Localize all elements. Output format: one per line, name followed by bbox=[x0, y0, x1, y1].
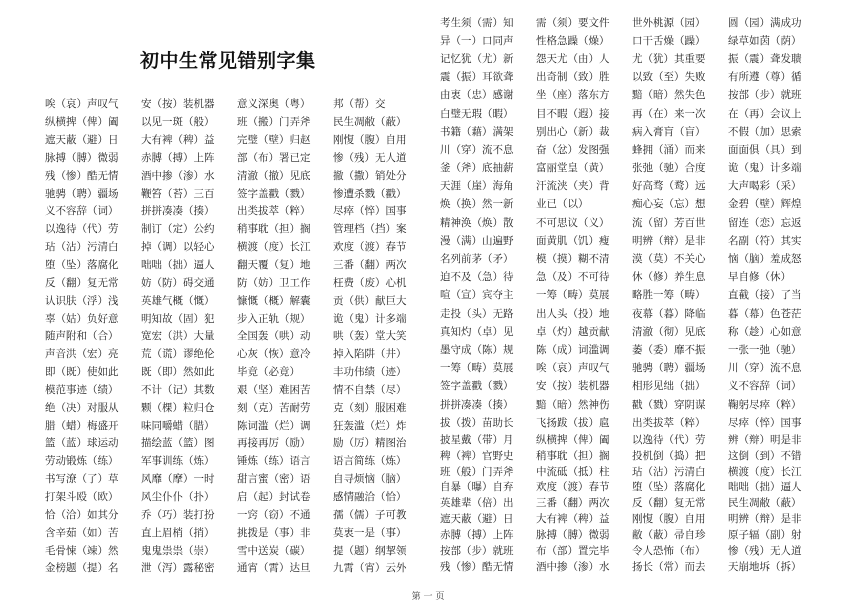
word-entry: 需（须）要文件 bbox=[536, 16, 610, 29]
word-entry: 明辨（辩）是非 bbox=[632, 234, 706, 247]
word-entry: 令人恐怖（布） bbox=[632, 544, 706, 557]
word-entry: 腊（蜡）梅盛开 bbox=[45, 419, 119, 432]
page-number: 第 一 页 bbox=[411, 592, 445, 602]
word-entry: 稍事耽（担）搁 bbox=[536, 449, 610, 462]
word-entry: 墨守成（陈）规 bbox=[440, 343, 514, 356]
word-entry: 清澈（撤）见底 bbox=[237, 169, 311, 182]
word-entry: 全国轰（哄）动 bbox=[237, 330, 311, 343]
word-entry: 遮天蔽（避）日 bbox=[45, 134, 119, 147]
word-entry: 横渡（度）长江 bbox=[728, 465, 802, 478]
word-entry: 惨遭杀戮（戳） bbox=[333, 187, 407, 200]
word-entry: 英雄气概（慨） bbox=[141, 294, 215, 307]
word-entry: 称（趁）心如意 bbox=[728, 325, 802, 338]
right-word-list bbox=[440, 13, 824, 574]
word-entry: 妨（防）碍交通 bbox=[141, 276, 215, 289]
word-entry: 别出心（新）裁 bbox=[536, 125, 610, 138]
word-entry: 签字盖戳（戮） bbox=[440, 380, 514, 393]
word-entry: 明辨（辩）是非 bbox=[728, 513, 802, 526]
word-entry: 布（部）置完毕 bbox=[536, 544, 610, 557]
word-entry: 军事训练（炼） bbox=[141, 455, 215, 468]
word-entry: 民生凋敝（蔽） bbox=[333, 116, 407, 129]
word-entry: 刚愎（腹）自用 bbox=[333, 134, 407, 147]
word-entry: 尤（犹）其重要 bbox=[632, 52, 706, 65]
word-entry: 挑拨是（事）非 bbox=[237, 526, 311, 539]
word-entry: 部（布）署已定 bbox=[237, 151, 311, 164]
word-entry: 惨（残）无人道 bbox=[728, 544, 802, 557]
word-entry: 再接再厉（励） bbox=[237, 437, 311, 450]
word-entry: 清澈（彻）见底 bbox=[632, 325, 706, 338]
word-entry: 圆（园）满成功 bbox=[728, 16, 802, 29]
word-entry: 启（起）封试卷 bbox=[237, 490, 311, 503]
word-entry: 意义深奥（粤） bbox=[237, 98, 311, 111]
word-entry: 鞭笞（苔）三百 bbox=[141, 187, 215, 200]
word-entry: 有所遵（尊）循 bbox=[728, 71, 802, 84]
word-entry: 三番（翻）两次 bbox=[333, 259, 407, 272]
word-entry: 再（在）来一次 bbox=[632, 107, 706, 120]
word-entry: 戳（戮）穿阴谋 bbox=[632, 398, 706, 411]
word-entry: 感情融洽（恰） bbox=[333, 490, 407, 503]
word-entry: 恼（脑）羞成怒 bbox=[728, 253, 802, 266]
word-entry: 以逸待（代）劳 bbox=[45, 223, 119, 236]
word-entry: 尽瘁（悴）国事 bbox=[728, 416, 802, 429]
word-entry: 克（刻）服困难 bbox=[333, 401, 407, 414]
word-entry: 含辛茹（如）苦 bbox=[45, 526, 119, 539]
word-entry: 坐（座）落东方 bbox=[536, 89, 610, 102]
word-entry: 鬼鬼祟祟（崇） bbox=[141, 544, 215, 557]
word-entry: 雪中送炭（碳） bbox=[237, 544, 311, 557]
word-entry: 班（搬）门弄斧 bbox=[237, 116, 311, 129]
word-entry: 制订（定）公约 bbox=[141, 223, 215, 236]
word-entry: 萎（委）靡不振 bbox=[632, 343, 706, 356]
word-entry: 这倒（到）不错 bbox=[728, 449, 802, 462]
word-entry: 风尘仆仆（扑） bbox=[141, 490, 215, 503]
word-entry: 大有裨（稗）益 bbox=[141, 134, 215, 147]
word-entry: 急（及）不可待 bbox=[536, 271, 610, 284]
word-entry: 心灰（恢）意冷 bbox=[237, 348, 311, 361]
word-entry: 毕竟（必竟） bbox=[237, 366, 300, 379]
word-entry: 翻天覆（复）地 bbox=[237, 259, 311, 272]
word-entry: 反（翻）复无常 bbox=[45, 276, 119, 289]
word-entry: 残（惨）酷无情 bbox=[45, 169, 119, 182]
word-entry: 记忆犹（尤）新 bbox=[440, 52, 514, 65]
word-entry: 纵横捭（俾）阖 bbox=[45, 116, 119, 129]
word-entry: 刻（克）苦耐劳 bbox=[237, 401, 311, 414]
word-entry: 通宵（霄）达旦 bbox=[237, 562, 311, 575]
word-entry: 业已（以） bbox=[536, 198, 589, 211]
word-entry: 泄（泻）露秘密 bbox=[141, 562, 215, 575]
word-entry: 英雄辈（倍）出 bbox=[440, 497, 514, 510]
word-entry: 略胜一筹（畴） bbox=[632, 289, 706, 302]
word-entry: 不计（记）其数 bbox=[141, 383, 215, 396]
word-entry: 自暴（曝）自弃 bbox=[440, 481, 514, 494]
word-entry: 在（再）会议上 bbox=[728, 107, 802, 120]
word-entry: 富丽堂皇（黄） bbox=[536, 162, 610, 175]
word-entry: 以逸待（代）劳 bbox=[632, 433, 706, 446]
word-entry: 篮（蓝）球运动 bbox=[45, 437, 119, 450]
word-entry: 考生须（需）知 bbox=[440, 16, 514, 29]
word-entry: 绿草如茵（荫） bbox=[728, 34, 802, 47]
word-entry: 喧（宣）宾夺主 bbox=[440, 289, 514, 302]
word-entry: 模范事迹（绩） bbox=[45, 383, 119, 396]
word-entry: 励（厉）精图治 bbox=[333, 437, 407, 450]
word-entry: 残（惨）酷无情 bbox=[440, 560, 514, 573]
word-entry: 模（摸）糊不清 bbox=[536, 253, 610, 266]
word-entry: 怨天尤（由）人 bbox=[536, 52, 610, 65]
word-entry: 名列前茅（矛） bbox=[440, 253, 514, 266]
word-entry: 绝（决）对服从 bbox=[45, 401, 119, 414]
word-entry: 反（翻）复无常 bbox=[632, 497, 706, 510]
word-entry: 一筹（畴）莫展 bbox=[440, 362, 514, 375]
word-entry: 遮天蔽（避）日 bbox=[440, 513, 514, 526]
word-entry: 震（振）耳欲聋 bbox=[440, 71, 514, 84]
word-entry: 安（按）装机器 bbox=[536, 380, 610, 393]
word-entry: 拼拼凑凑（揍） bbox=[440, 398, 514, 411]
word-entry: 以见一斑（般） bbox=[141, 116, 215, 129]
word-entry: 驰骋（聘）疆场 bbox=[632, 362, 706, 375]
word-entry: 邦（帮）交 bbox=[333, 98, 386, 111]
word-entry: 以致（至）失败 bbox=[632, 71, 706, 84]
word-entry: 宽宏（洪）大量 bbox=[141, 330, 215, 343]
word-entry: 驰骋（聘）疆场 bbox=[45, 187, 119, 200]
word-entry: 风靡（摩）一时 bbox=[141, 473, 215, 486]
word-entry: 痴心妄（忘）想 bbox=[632, 198, 706, 211]
word-entry: 异（一）口同声 bbox=[440, 34, 514, 47]
word-entry: 出奇制（致）胜 bbox=[536, 71, 610, 84]
word-entry: 目不暇（遐）接 bbox=[536, 107, 610, 120]
word-entry: 直截（接）了当 bbox=[728, 289, 802, 302]
word-entry: 掉入陷阱（井） bbox=[333, 348, 407, 361]
word-entry: 出类拔萃（粹） bbox=[237, 205, 311, 218]
word-entry: 贡（供）献巨大 bbox=[333, 294, 407, 307]
word-entry: 稍事耽（担）搁 bbox=[237, 223, 311, 236]
word-entry: 敝（蔽）帚自珍 bbox=[632, 529, 706, 542]
word-entry: 漫（满）山遍野 bbox=[440, 234, 514, 247]
word-entry: 精神涣（焕）散 bbox=[440, 216, 514, 229]
word-entry: 中流砥（抵）柱 bbox=[536, 465, 610, 478]
word-entry: 声音洪（宏）亮 bbox=[45, 348, 119, 361]
word-entry: 面面俱（具）到 bbox=[728, 143, 802, 156]
word-entry: 金榜题（提）名 bbox=[45, 562, 119, 575]
word-entry: 唉（哀）声叹气 bbox=[45, 98, 119, 111]
word-entry: 味同嚼蜡（腊） bbox=[141, 419, 215, 432]
word-entry: 奋（忿）发图强 bbox=[536, 143, 610, 156]
word-entry: 陈词滥（烂）调 bbox=[237, 419, 311, 432]
word-entry: 尽瘁（悴）国事 bbox=[333, 205, 407, 218]
word-entry: 蜂拥（涌）而来 bbox=[632, 143, 706, 156]
left-word-list bbox=[45, 95, 429, 577]
word-entry: 狂轰滥（烂）炸 bbox=[333, 419, 407, 432]
word-entry: 甜言蜜（密）语 bbox=[237, 473, 311, 486]
word-entry: 莫衷一是（事） bbox=[333, 526, 407, 539]
word-entry: 完璧（壁）归赵 bbox=[237, 134, 311, 147]
word-entry: 留连（恋）忘返 bbox=[728, 216, 802, 229]
word-entry: 鞠躬尽瘁（粹） bbox=[728, 398, 802, 411]
word-entry: 认识肤（浮）浅 bbox=[45, 294, 119, 307]
word-entry: 一张一弛（驰） bbox=[728, 343, 802, 356]
word-entry: 枉费（废）心机 bbox=[333, 276, 407, 289]
word-entry: 书籍（藉）满架 bbox=[440, 125, 514, 138]
word-entry: 诡（鬼）计多端 bbox=[728, 162, 802, 175]
word-entry: 丰功伟绩（迹） bbox=[333, 366, 407, 379]
word-entry: 性格急躁（燥） bbox=[536, 34, 610, 47]
word-entry: 义不容辞（词） bbox=[45, 205, 119, 218]
word-entry: 辜（姑）负好意 bbox=[45, 312, 119, 325]
word-entry: 焕（换）然一新 bbox=[440, 198, 514, 211]
word-entry: 由衷（忠）感谢 bbox=[440, 89, 514, 102]
word-entry: 防（妨）卫工作 bbox=[237, 276, 311, 289]
word-entry: 病入膏肓（盲） bbox=[632, 125, 706, 138]
word-entry: 玷（沾）污清白 bbox=[632, 465, 706, 478]
word-entry: 诡（鬼）计多端 bbox=[333, 312, 407, 325]
word-entry: 扬长（常）而去 bbox=[632, 560, 706, 573]
word-entry: 民生凋敝（蔽） bbox=[728, 497, 802, 510]
word-entry: 义不容辞（词） bbox=[728, 380, 802, 393]
word-entry: 川（穿）流不息 bbox=[728, 362, 802, 375]
word-entry: 直上眉梢（捎） bbox=[141, 526, 215, 539]
word-entry: 赤膊（搏）上阵 bbox=[141, 151, 215, 164]
word-entry: 锤炼（练）语言 bbox=[237, 455, 311, 468]
word-entry: 劳动锻炼（练） bbox=[45, 455, 119, 468]
word-entry: 振（震）聋发聩 bbox=[728, 52, 802, 65]
word-entry: 早自修（休） bbox=[728, 271, 791, 284]
word-entry: 投机倒（捣）把 bbox=[632, 449, 706, 462]
word-entry: 酒中掺（渗）水 bbox=[536, 560, 610, 573]
word-entry: 休（修）养生息 bbox=[632, 271, 706, 284]
page-title: 初中生常见错别字集 bbox=[140, 50, 316, 72]
word-entry: 纵横捭（俾）阖 bbox=[536, 433, 610, 446]
word-entry: 描绘蓝（篮）图 bbox=[141, 437, 215, 450]
word-entry: 黯（暗）然神伤 bbox=[536, 398, 610, 411]
word-entry: 咄咄（拙）逼人 bbox=[728, 481, 802, 494]
word-entry: 随声附和（合） bbox=[45, 330, 119, 343]
word-entry: 相形见绌（拙） bbox=[632, 380, 706, 393]
word-entry: 张弛（驰）合度 bbox=[632, 162, 706, 175]
word-entry: 辨（辩）明是非 bbox=[728, 433, 802, 446]
word-entry: 漠（莫）不关心 bbox=[632, 253, 706, 266]
word-entry: 既（即）然如此 bbox=[141, 366, 215, 379]
word-entry: 拼拼凑凑（揍） bbox=[141, 205, 215, 218]
word-entry: 走投（头）无路 bbox=[440, 307, 514, 320]
word-entry: 哄（轰）堂大笑 bbox=[333, 330, 407, 343]
word-entry: 夜幕（暮）降临 bbox=[632, 307, 706, 320]
word-entry: 欢度（渡）春节 bbox=[536, 481, 610, 494]
word-entry: 飞扬跋（拔）扈 bbox=[536, 416, 610, 429]
word-entry: 自寻烦恼（脑） bbox=[333, 473, 407, 486]
word-entry: 流（留）芳百世 bbox=[632, 216, 706, 229]
word-entry: 签字盖戳（戮） bbox=[237, 187, 311, 200]
word-entry: 陈（成）词滥调 bbox=[536, 343, 610, 356]
word-entry: 川（穿）流不息 bbox=[440, 143, 514, 156]
word-entry: 惨（残）无人道 bbox=[333, 151, 407, 164]
word-entry: 好高骛（鹜）远 bbox=[632, 180, 706, 193]
word-entry: 迫不及（急）待 bbox=[440, 271, 514, 284]
word-entry: 班（般）门弄斧 bbox=[440, 465, 514, 478]
word-entry: 大有裨（稗）益 bbox=[536, 513, 610, 526]
word-entry: 步入正轨（规） bbox=[237, 312, 311, 325]
word-entry: 荒（谎）谬绝伦 bbox=[141, 348, 215, 361]
word-entry: 颗（棵）粒归仓 bbox=[141, 401, 215, 414]
word-entry: 黯（暗）然失色 bbox=[632, 89, 706, 102]
word-entry: 艰（坚）难困苦 bbox=[237, 383, 311, 396]
word-entry: 孺（儒）子可教 bbox=[333, 508, 407, 521]
word-entry: 大声喝彩（采） bbox=[728, 180, 802, 193]
word-entry: 玷（沾）污清白 bbox=[45, 241, 119, 254]
word-entry: 真知灼（卓）见 bbox=[440, 325, 514, 338]
word-entry: 世外桃源（园） bbox=[632, 16, 706, 29]
word-entry: 一筹（畴）莫展 bbox=[536, 289, 610, 302]
word-entry: 一窍（窃）不通 bbox=[237, 508, 311, 521]
word-entry: 名副（符）其实 bbox=[728, 234, 802, 247]
word-entry: 金碧（壁）辉煌 bbox=[728, 198, 802, 211]
word-entry: 出人头（投）地 bbox=[536, 307, 610, 320]
word-entry: 白璧无瑕（暇） bbox=[440, 107, 514, 120]
word-entry: 咄咄（拙）逼人 bbox=[141, 259, 215, 272]
word-entry: 即（既）使如此 bbox=[45, 366, 119, 379]
word-entry: 堕（坠）落腐化 bbox=[45, 259, 119, 272]
word-entry: 慷慨（概）解囊 bbox=[237, 294, 311, 307]
word-entry: 天涯（崖）海角 bbox=[440, 180, 514, 193]
word-entry: 不假（加）思索 bbox=[728, 125, 802, 138]
word-entry: 书写潦（了）草 bbox=[45, 473, 119, 486]
word-entry: 撤（撒）销处分 bbox=[333, 169, 407, 182]
word-entry: 面黄肌（饥）瘦 bbox=[536, 234, 610, 247]
word-entry: 语言简练（炼） bbox=[333, 455, 407, 468]
word-entry: 管理档（挡）案 bbox=[333, 223, 407, 236]
word-entry: 按部（步）就班 bbox=[440, 544, 514, 557]
word-entry: 掉（调）以轻心 bbox=[141, 241, 215, 254]
word-entry: 拔（拨）苗助长 bbox=[440, 416, 514, 429]
word-entry: 按部（步）就班 bbox=[728, 89, 802, 102]
word-entry: 九霄（宵）云外 bbox=[333, 562, 407, 575]
word-entry: 脉搏（膊）微弱 bbox=[536, 529, 610, 542]
word-entry: 披星戴（带）月 bbox=[440, 433, 514, 446]
word-entry: 卓（灼）越贡献 bbox=[536, 325, 610, 338]
word-entry: 出类拔萃（粹） bbox=[632, 416, 706, 429]
word-entry: 口干舌燥（躁） bbox=[632, 34, 706, 47]
word-entry: 欢度（渡）春节 bbox=[333, 241, 407, 254]
word-entry: 不可思议（义） bbox=[536, 216, 610, 229]
word-entry: 稗（裨）官野史 bbox=[440, 449, 514, 462]
word-entry: 酒中掺（渗）水 bbox=[141, 169, 215, 182]
word-entry: 横渡（度）长江 bbox=[237, 241, 311, 254]
word-entry: 暮（幕）色苍茫 bbox=[728, 307, 802, 320]
word-entry: 天崩地坼（拆） bbox=[728, 560, 802, 573]
word-entry: 三番（翻）两次 bbox=[536, 497, 610, 510]
word-entry: 乔（巧）装打扮 bbox=[141, 508, 215, 521]
word-entry: 明知故（固）犯 bbox=[141, 312, 215, 325]
word-entry: 刚愎（腹）自用 bbox=[632, 513, 706, 526]
word-entry: 毛骨悚（竦）然 bbox=[45, 544, 119, 557]
word-entry: 汗流浃（夹）背 bbox=[536, 180, 610, 193]
word-entry: 釜（斧）底抽薪 bbox=[440, 162, 514, 175]
word-entry: 安（按）装机器 bbox=[141, 98, 215, 111]
word-entry: 脉搏（膊）微弱 bbox=[45, 151, 119, 164]
word-entry: 堕（坠）落腐化 bbox=[632, 481, 706, 494]
word-entry: 情不自禁（尽） bbox=[333, 383, 407, 396]
word-entry: 赤膊（搏）上阵 bbox=[440, 529, 514, 542]
word-entry: 打架斗殴（欧） bbox=[45, 490, 119, 503]
word-entry: 原子辐（副）射 bbox=[728, 529, 802, 542]
word-entry: 恰（洽）如其分 bbox=[45, 508, 119, 521]
word-entry: 提（题）纲挈领 bbox=[333, 544, 407, 557]
word-entry: 唉（哀）声叹气 bbox=[536, 362, 610, 375]
